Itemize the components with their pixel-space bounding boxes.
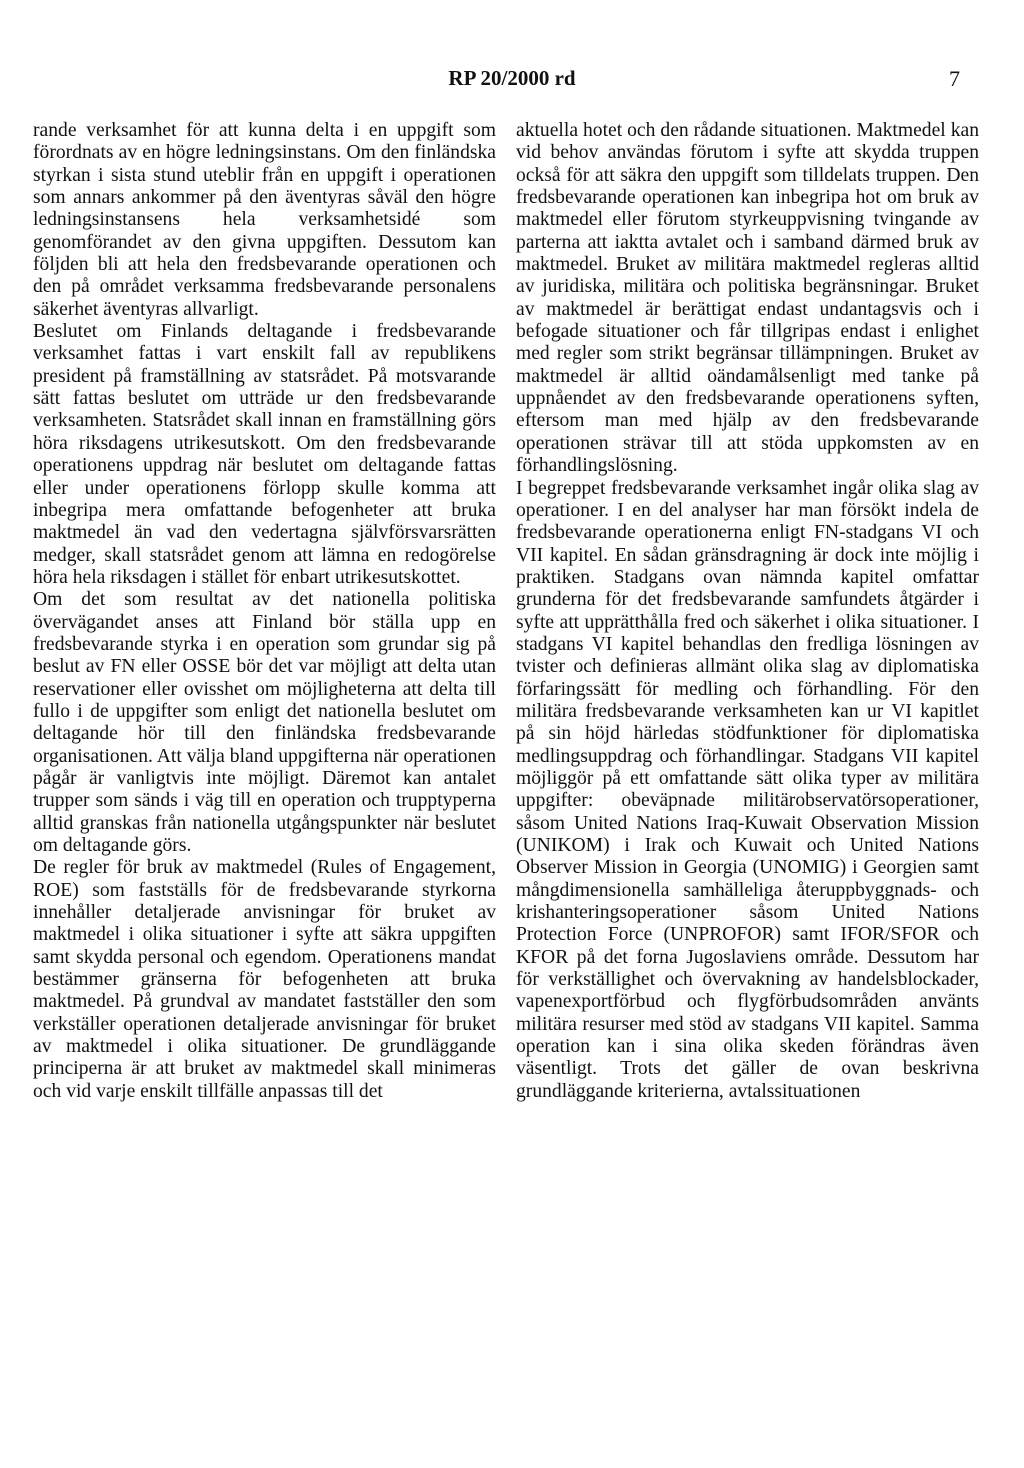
right-paragraph-1: aktuella hotet och den rådande situationen. Maktmedel kan vid behov användas förutom i syfte att skydda truppen också för att säkra den uppgift som tilldelats truppen. Den fredsbevarande operationen kan inbegripa hot om bruk av maktmedel eller förutom styrkeuppvisning tvingande av parterna att iaktta avtalet och i samband därmed bruk av maktmedel. Bruket av militära maktmedel regleras alltid av juridiska, militära och politiska begränsningar. Bruket av maktmedel är berättigat endast undantagsvis och i befogade situationer och får tillgripas endast i enlighet med regler som strikt begränsar tillämpningen. Bruket av maktmedel är alltid oändamålsenligt med tanke på uppnåendet av den fredsbevarande operationens syften, eftersom man med hjälp av den fredsbevarande operationen strävar till att stöda uppkomsten av en förhandlingslösning. <box>516 120 979 477</box>
left-paragraph-4: De regler för bruk av maktmedel (Rules of Engagement, ROE) som fastställs för de fredsbevarande styrkorna innehåller detaljerade anvisningar för bruket av maktmedel i olika situationer i syfte att säkra uppgiften samt skydda personal och egendom. Operationens mandat bestämmer gränserna för befogenheten att bruka maktmedel. På grundval av mandatet fastställer den som verkställer operationen detaljerade anvisningar för bruket av maktmedel i olika situationer. De grundläggande principerna är att bruket av maktmedel skall minimeras och vid varje enskilt tillfälle anpassas till det <box>33 857 496 1102</box>
left-paragraph-1: rande verksamhet för att kunna delta i en uppgift som förordnats av en högre ledningsinstans. Om den finländska styrkan i sista stund uteblir från en uppgift i operationen som annars ankommer på den äventyras såväl den högre ledningsinstansens hela verksamhetsidé som genomförandet av den givna uppgiften. Dessutom kan följden bli att hela den fredsbevarande operationen och den på området verksamma fredsbevarande personalens säkerhet äventyras allvarligt. <box>33 120 496 320</box>
right-column <box>516 120 979 1103</box>
left-column <box>33 120 496 1103</box>
right-paragraph-2: I begreppet fredsbevarande verksamhet ingår olika slag av operationer. I en del analyser har man försökt indela de fredsbevarande operationerna enligt FN-stadgans VI och VII kapitel. En sådan gränsdragning är dock inte möjlig i praktiken. Stadgans ovan nämnda kapitel omfattar grunderna för det fredsbevarande samfundets åtgärder i syfte att upprätthålla fred och säkerhet i olika situationer. I stadgans VI kapitel behandlas den fredliga lösningen av tvister och definieras allmänt olika slag av diplomatiska förfaringssätt för medling och förhandling. För den militära fredsbevarande verksamheten kan ur VI kapitlet på sin höjd härledas stödfunktioner för diplomatiska medlingsuppdrag och förhandlingar. Stadgans VII kapitel möjliggör på ett omfattande sätt olika typer av militära uppgifter: obeväpnade militärobservatörsoperationer, såsom United Nations Iraq-Kuwait Observation Mission (UNIKOM) i Irak och Kuwait och United Nations Observer Mission in Georgia (UNOMIG) i Georgien samt mångdimensionella samhälleliga återuppbyggnads- och krishanteringsoperationer såsom United Nations Protection Force (UNPROFOR) samt IFOR/SFOR och KFOR på det forna Jugoslaviens område. Dessutom har för verkställighet och övervakning av handelsblockader, vapenexportförbud och flygförbudsområden använts militära resurser med stöd av stadgans VII kapitel. Samma operation kan i sina olika skeden förändras även väsentligt. Trots det gäller de ovan beskrivna grundläggande kriterierna, avtalssituationen <box>516 477 979 1102</box>
left-paragraph-3: Om det som resultat av det nationella politiska övervägandet anses att Finland bör ställa upp en fredsbevarande styrka i en operation som grundar sig på beslut av FN eller OSSE bör det var möjligt att delta utan reservationer eller ovisshet om möjligheterna att delta till fullo i de uppgifter som enligt det nationella beslutet om deltagande hör till den finländska fredsbevarande organisationen. Att välja bland uppgifterna när operationen pågår är vanligtvis inte möjligt. Däremot kan antalet trupper som sänds i väg till en operation och trupptyperna alltid granskas från nationella utgångspunkter när beslutet om deltagande görs. <box>33 589 496 856</box>
running-header: RP 20/2000 rd <box>448 66 576 90</box>
page-number: 7 <box>949 66 960 91</box>
left-paragraph-2: Beslutet om Finlands deltagande i fredsbevarande verksamhet fattas i vart enskilt fall av republikens president på framställning av statsrådet. På motsvarande sätt fattas beslutet om utträde ur den fredsbevarande verksamheten. Statsrådet skall innan en framställning görs höra riksdagens utrikesutskott. Om den fredsbevarande operationens uppdrag när beslutet om deltagande fattas eller under operationens förlopp skulle komma att inbegripa mera omfattande befogenheter att bruka maktmedel än vad den vedertagna självförsvarsrätten medger, skall statsrådet genom att lämna en redogörelse höra hela riksdagen i stället för enbart utrikesutskottet. <box>33 321 496 588</box>
